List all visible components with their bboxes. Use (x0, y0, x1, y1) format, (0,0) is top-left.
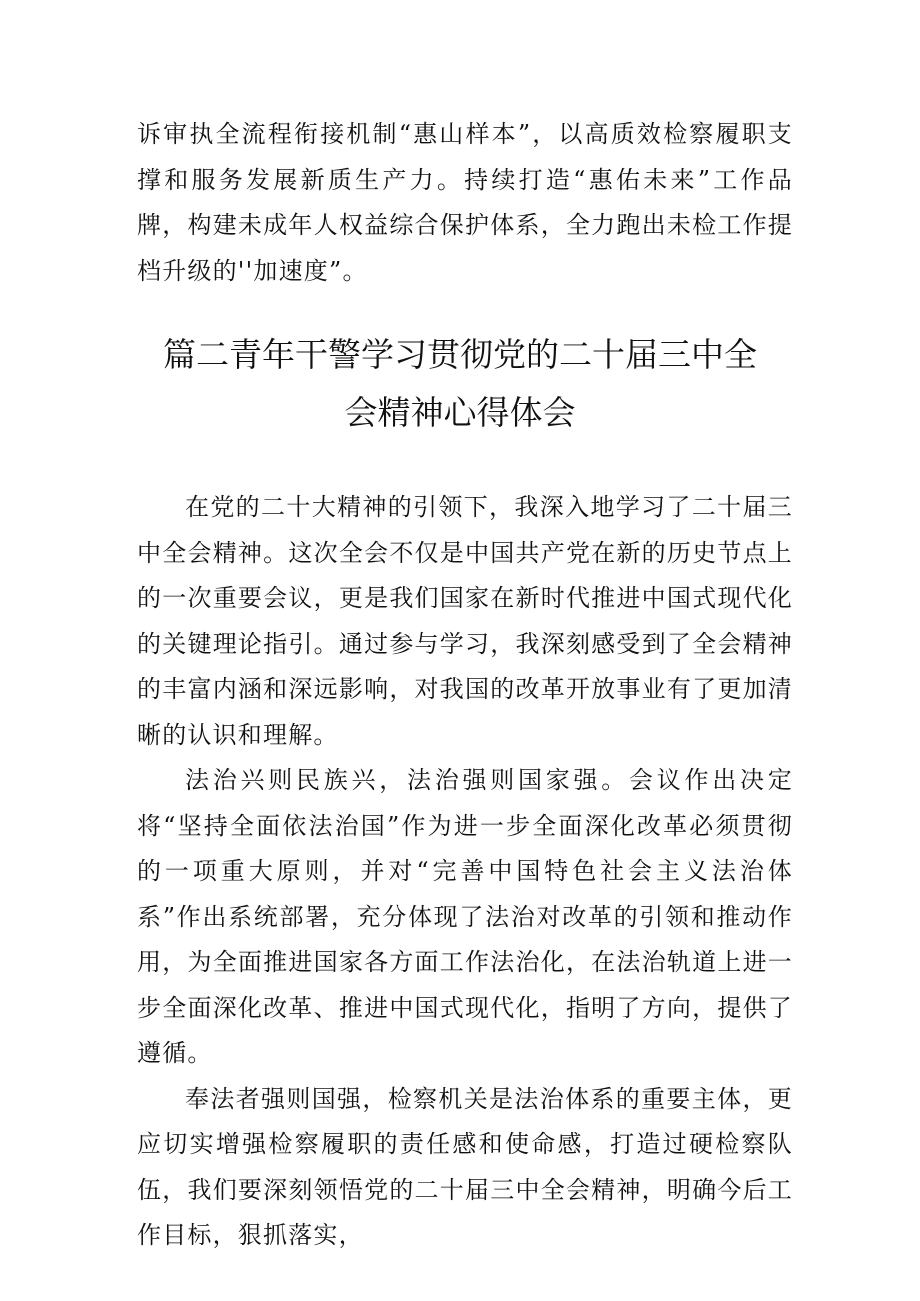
body-paragraph-1: 在党的二十大精神的引领下，我深入地学习了二十届三中全会精神。这次全会不仅是中国共产党在新的历史节点上的一次重要会议，更是我们国家在新时代推进中国式现代化的关键理论指引。通过参与学习，我深刻感受到了全会精神的丰富内涵和深远影响，对我国的改革开放事业有了更加清晰的认识和理解。 (137, 493, 793, 749)
body-paragraph-3: 奉法者强则国强，检察机关是法治体系的重要主体，更应切实增强检察履职的责任感和使命感，打造过硬检察队伍，我们要深刻领悟党的二十届三中全会精神，明确今后工作目标，狠抓落实， (137, 1084, 793, 1249)
article-title-line-1: 篇二青年干警学习贯彻党的二十届三中全 (163, 335, 757, 374)
article-body (137, 485, 793, 1259)
article-title (100, 326, 820, 442)
intro-paragraph: 诉审执全流程衔接机制“惠山样本”，以高质效检察履职支撑和服务发展新质生产力。持续打造“惠佑未来”工作品牌，构建未成年人权益综合保护体系，全力跑出未检工作提档升级的''加速度”。 (137, 120, 793, 285)
body-paragraph-2: 法治兴则民族兴，法治强则国家强。会议作出决定将“坚持全面依法治国”作为进一步全面深化改革必须贯彻的一项重大原则，并对“完善中国特色社会主义法治体系”作出系统部署，充分体现了法治对改革的引领和推动作用，为全面推进国家各方面工作法治化，在法治轨道上进一步全面深化改革、推进中国式现代化，指明了方向，提供了遵循。 (137, 766, 793, 1067)
article-title-line-2: 会精神心得体会 (344, 393, 576, 432)
